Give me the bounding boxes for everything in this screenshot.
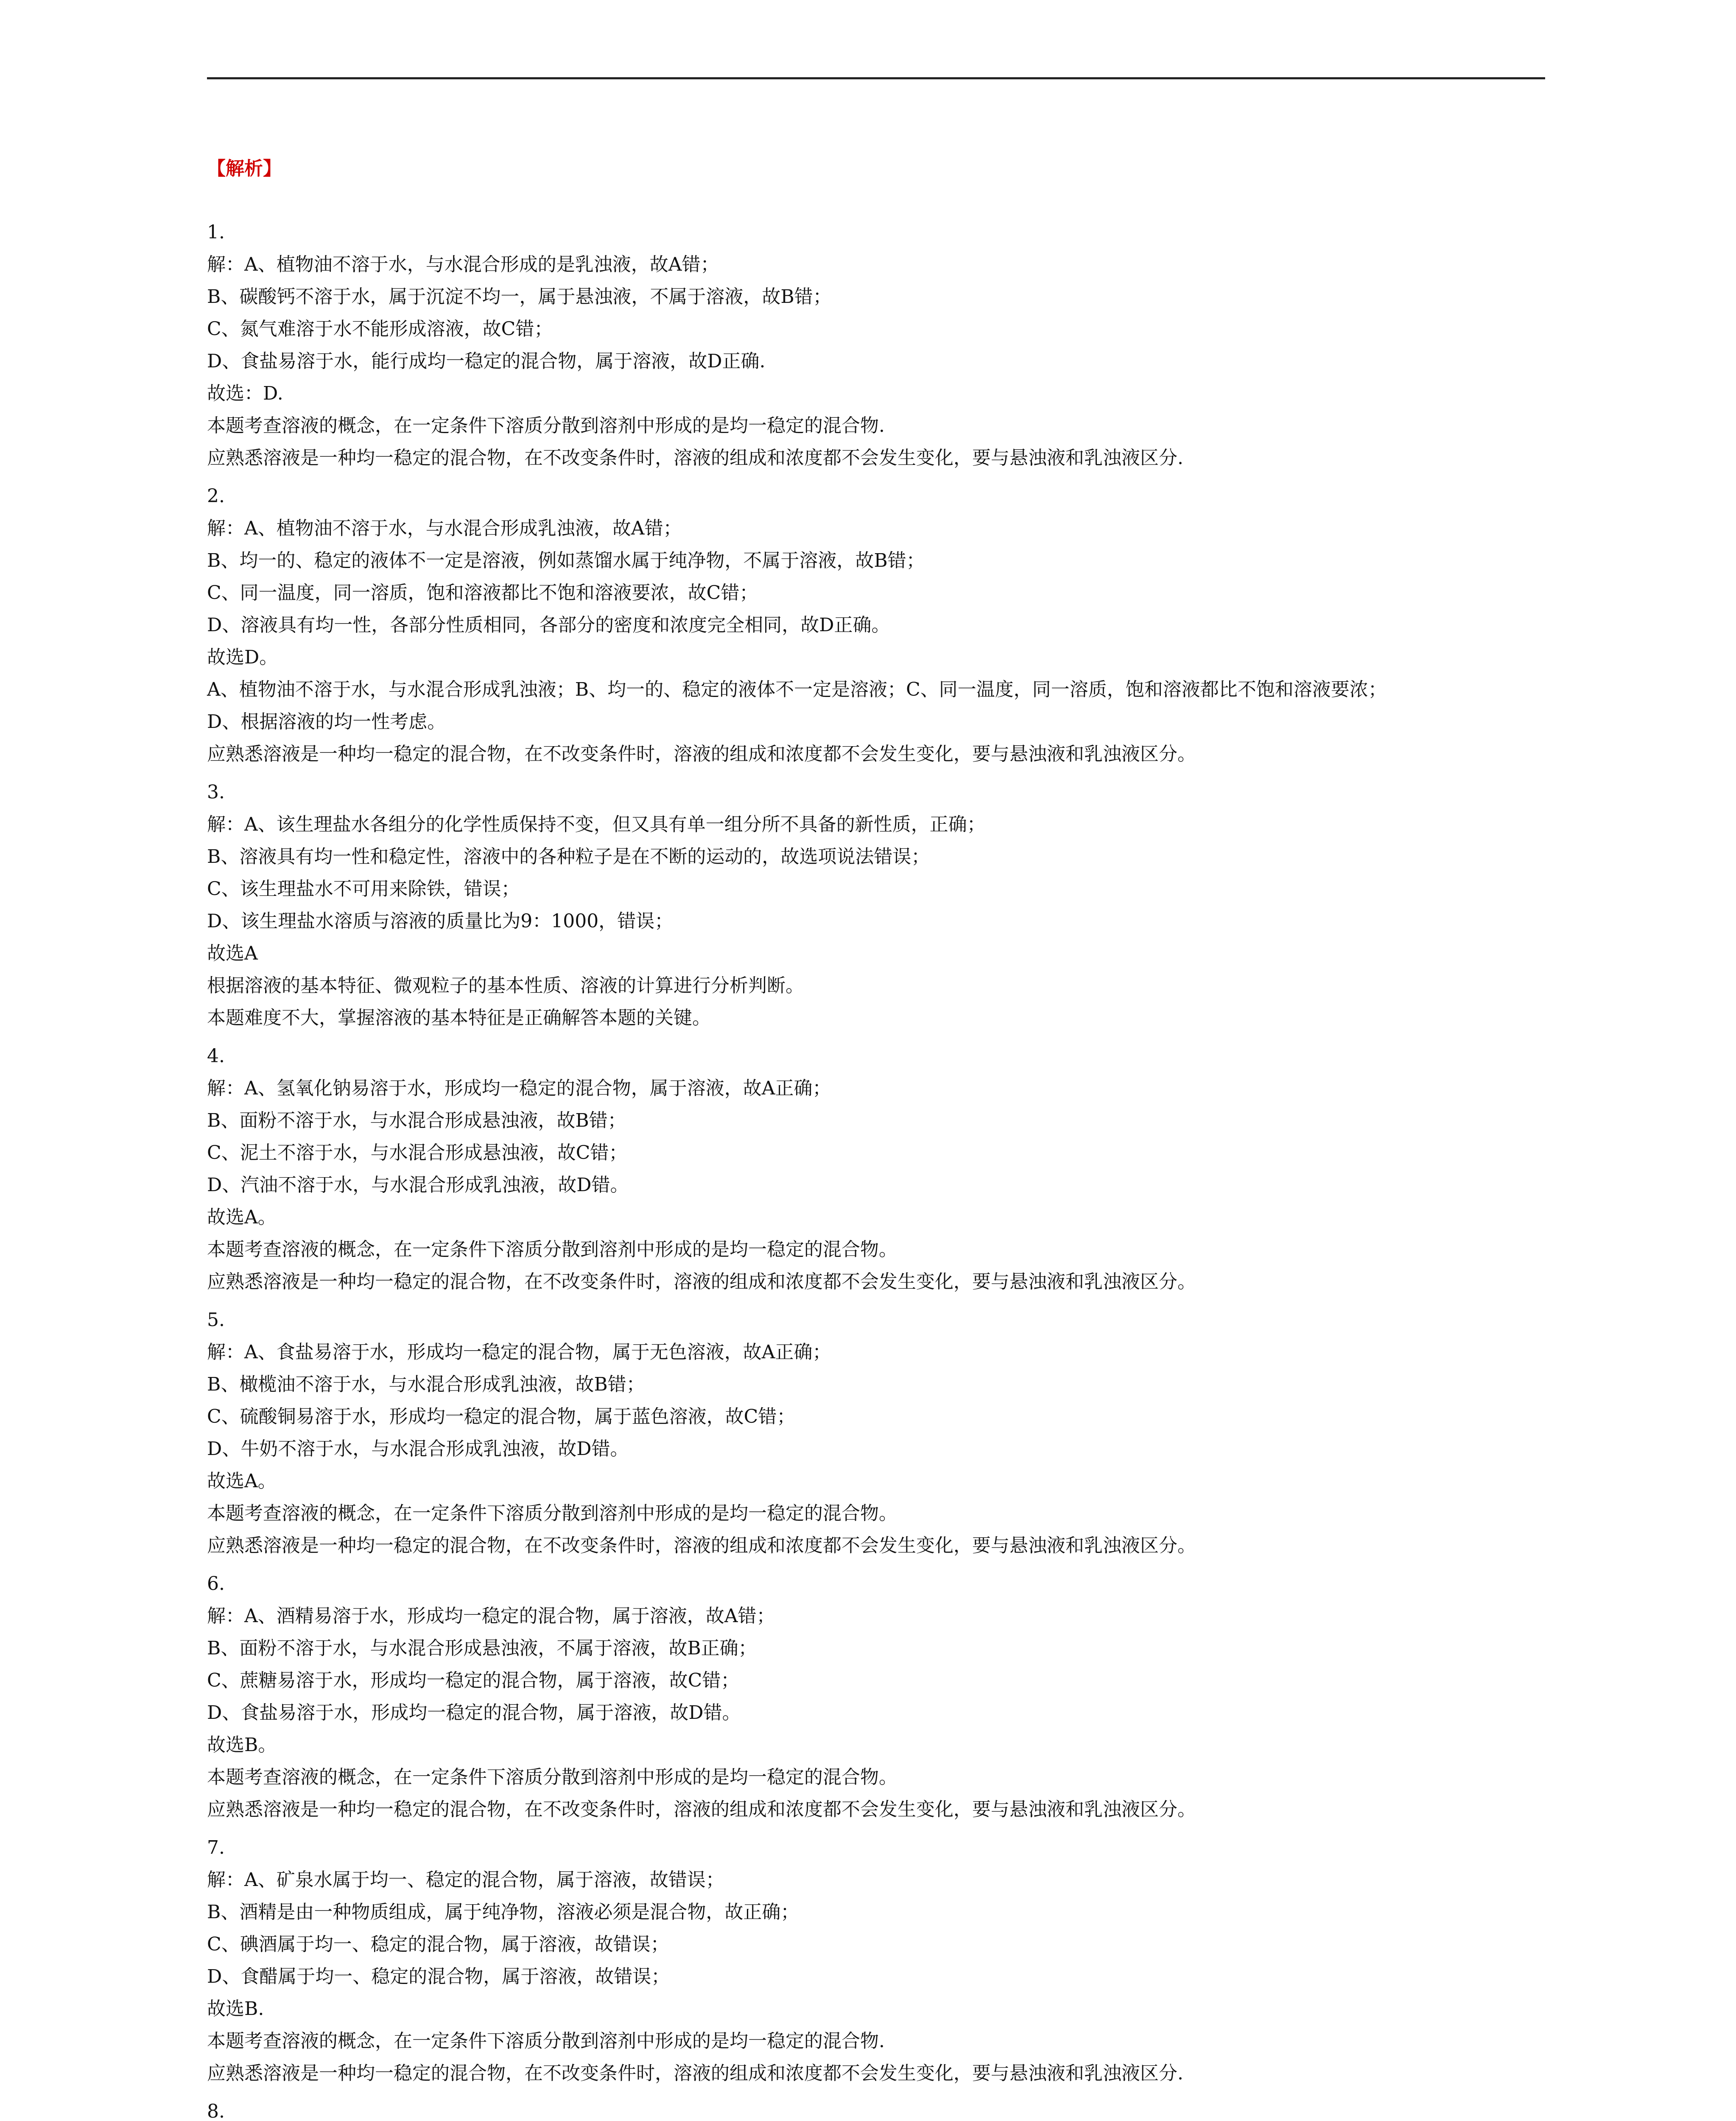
answer-block-8 bbox=[207, 2096, 1725, 2121]
answer-line: C、该生理盐水不可用来除铁，错误； bbox=[207, 878, 520, 900]
answer-line: D、牛奶不溶于水，与水混合形成乳浊液，故D错。 bbox=[207, 1438, 629, 1460]
answer-line: 解：A、矿泉水属于均一、稳定的混合物，属于溶液，故错误； bbox=[207, 1869, 724, 1891]
answer-content bbox=[207, 216, 1725, 2121]
header-rule bbox=[207, 77, 1545, 79]
answer-line: D、根据溶液的均一性考虑。 bbox=[207, 711, 446, 733]
answer-block-1 bbox=[207, 216, 1725, 474]
answer-line: 本题考查溶液的概念，在一定条件下溶质分散到溶剂中形成的是均一稳定的混合物。 bbox=[207, 1239, 897, 1260]
answer-line: C、碘酒属于均一、稳定的混合物，属于溶液，故错误； bbox=[207, 1934, 669, 1955]
answer-line: C、氮气难溶于水不能形成溶液，故C错； bbox=[207, 318, 553, 340]
answer-number: 3. bbox=[207, 781, 225, 803]
answer-block-3 bbox=[207, 776, 1725, 1034]
answer-line: B、酒精是由一种物质组成，属于纯净物，溶液必须是混合物，故正确； bbox=[207, 1901, 800, 1923]
answer-line: B、橄榄油不溶于水，与水混合形成乳浊液，故B错； bbox=[207, 1374, 645, 1395]
answer-line: B、均一的、稳定的液体不一定是溶液，例如蒸馏水属于纯净物，不属于溶液，故B错； bbox=[207, 550, 925, 571]
answer-line: 故选D。 bbox=[207, 646, 278, 668]
answer-line: 根据溶液的基本特征、微观粒子的基本性质、溶液的计算进行分析判断。 bbox=[207, 975, 804, 996]
answer-block-5 bbox=[207, 1304, 1725, 1562]
answer-line: C、同一温度，同一溶质，饱和溶液都比不饱和溶液要浓，故C错； bbox=[207, 582, 758, 604]
answer-number: 8. bbox=[207, 2101, 225, 2121]
answer-line: 解：A、植物油不溶于水，与水混合形成乳浊液，故A错； bbox=[207, 518, 682, 539]
section-heading: 【解析】 bbox=[207, 158, 282, 179]
answer-line: 故选A bbox=[207, 943, 258, 964]
answer-line: 解：A、该生理盐水各组分的化学性质保持不变，但又具有单一组分所不具备的新性质，正确； bbox=[207, 814, 986, 835]
answer-number: 4. bbox=[207, 1045, 225, 1067]
answer-line: 本题考查溶液的概念，在一定条件下溶质分散到溶剂中形成的是均一稳定的混合物. bbox=[207, 415, 885, 437]
answer-line: A、植物油不溶于水，与水混合形成乳浊液；B、均一的、稳定的液体不一定是溶液；C、同一温度，同一溶质，饱和溶液都比不饱和溶液要浓； bbox=[207, 679, 1387, 700]
answer-line: 故选B. bbox=[207, 1998, 264, 2020]
answer-number: 2. bbox=[207, 485, 225, 507]
answer-line: 本题难度不大，掌握溶液的基本特征是正确解答本题的关键。 bbox=[207, 1007, 711, 1029]
answer-line: B、碳酸钙不溶于水，属于沉淀不均一，属于悬浊液，不属于溶液，故B错； bbox=[207, 286, 832, 308]
answer-line: 故选A。 bbox=[207, 1470, 277, 1492]
answer-block-2 bbox=[207, 480, 1725, 770]
answer-line: 应熟悉溶液是一种均一稳定的混合物，在不改变条件时，溶液的组成和浓度都不会发生变化，要与悬浊液和乳浊液区分. bbox=[207, 447, 1183, 469]
answer-number: 7. bbox=[207, 1837, 225, 1858]
answer-line: 本题考查溶液的概念，在一定条件下溶质分散到溶剂中形成的是均一稳定的混合物. bbox=[207, 2030, 885, 2052]
answer-number: 6. bbox=[207, 1573, 225, 1595]
answer-line: D、食醋属于均一、稳定的混合物，属于溶液，故错误； bbox=[207, 1966, 670, 1987]
answer-line: 应熟悉溶液是一种均一稳定的混合物，在不改变条件时，溶液的组成和浓度都不会发生变化，要与悬浊液和乳浊液区分。 bbox=[207, 1535, 1196, 1556]
answer-line: 解：A、氢氧化钠易溶于水，形成均一稳定的混合物，属于溶液，故A正确； bbox=[207, 1077, 831, 1099]
answer-line: B、溶液具有均一性和稳定性，溶液中的各种粒子是在不断的运动的，故选项说法错误； bbox=[207, 846, 930, 867]
answer-line: B、面粉不溶于水，与水混合形成悬浊液，故B错； bbox=[207, 1110, 626, 1131]
answer-number: 1. bbox=[207, 221, 225, 243]
answer-line: D、汽油不溶于水，与水混合形成乳浊液，故D错。 bbox=[207, 1174, 629, 1196]
answer-line: C、硫酸铜易溶于水，形成均一稳定的混合物，属于蓝色溶液，故C错； bbox=[207, 1406, 796, 1427]
answer-line: 本题考查溶液的概念，在一定条件下溶质分散到溶剂中形成的是均一稳定的混合物。 bbox=[207, 1766, 897, 1788]
answer-line: 故选：D. bbox=[207, 383, 283, 404]
answer-line: 解：A、食盐易溶于水，形成均一稳定的混合物，属于无色溶液，故A正确； bbox=[207, 1341, 831, 1363]
answer-line: 故选B。 bbox=[207, 1734, 277, 1756]
answer-block-7 bbox=[207, 1832, 1725, 2090]
answer-line: D、溶液具有均一性，各部分性质相同，各部分的密度和浓度完全相同，故D正确。 bbox=[207, 614, 890, 636]
answer-block-6 bbox=[207, 1568, 1725, 1826]
answer-line: B、面粉不溶于水，与水混合形成悬浊液，不属于溶液，故B正确； bbox=[207, 1637, 757, 1659]
answer-line: 应熟悉溶液是一种均一稳定的混合物，在不改变条件时，溶液的组成和浓度都不会发生变化，要与悬浊液和乳浊液区分。 bbox=[207, 1271, 1196, 1293]
answer-line: 应熟悉溶液是一种均一稳定的混合物，在不改变条件时，溶液的组成和浓度都不会发生变化，要与悬浊液和乳浊液区分。 bbox=[207, 1799, 1196, 1820]
answer-line: C、泥土不溶于水，与水混合形成悬浊液，故C错； bbox=[207, 1142, 628, 1164]
answer-line: D、食盐易溶于水，形成均一稳定的混合物，属于溶液，故D错。 bbox=[207, 1702, 741, 1724]
answer-line: 解：A、植物油不溶于水，与水混合形成的是乳浊液，故A错； bbox=[207, 254, 719, 275]
answer-line: C、蔗糖易溶于水，形成均一稳定的混合物，属于溶液，故C错； bbox=[207, 1670, 740, 1691]
answer-number: 5. bbox=[207, 1309, 225, 1331]
answer-line: D、食盐易溶于水，能行成均一稳定的混合物，属于溶液，故D正确. bbox=[207, 350, 766, 372]
answer-line: 应熟悉溶液是一种均一稳定的混合物，在不改变条件时，溶液的组成和浓度都不会发生变化，要与悬浊液和乳浊液区分. bbox=[207, 2062, 1183, 2084]
answer-line: 本题考查溶液的概念，在一定条件下溶质分散到溶剂中形成的是均一稳定的混合物。 bbox=[207, 1503, 897, 1524]
answer-line: 故选A。 bbox=[207, 1206, 277, 1228]
answer-line: 解：A、酒精易溶于水，形成均一稳定的混合物，属于溶液，故A错； bbox=[207, 1605, 775, 1627]
answer-line: D、该生理盐水溶质与溶液的质量比为9：1000，错误； bbox=[207, 910, 674, 932]
answer-line: 应熟悉溶液是一种均一稳定的混合物，在不改变条件时，溶液的组成和浓度都不会发生变化，要与悬浊液和乳浊液区分。 bbox=[207, 743, 1196, 765]
answer-block-4 bbox=[207, 1040, 1725, 1298]
